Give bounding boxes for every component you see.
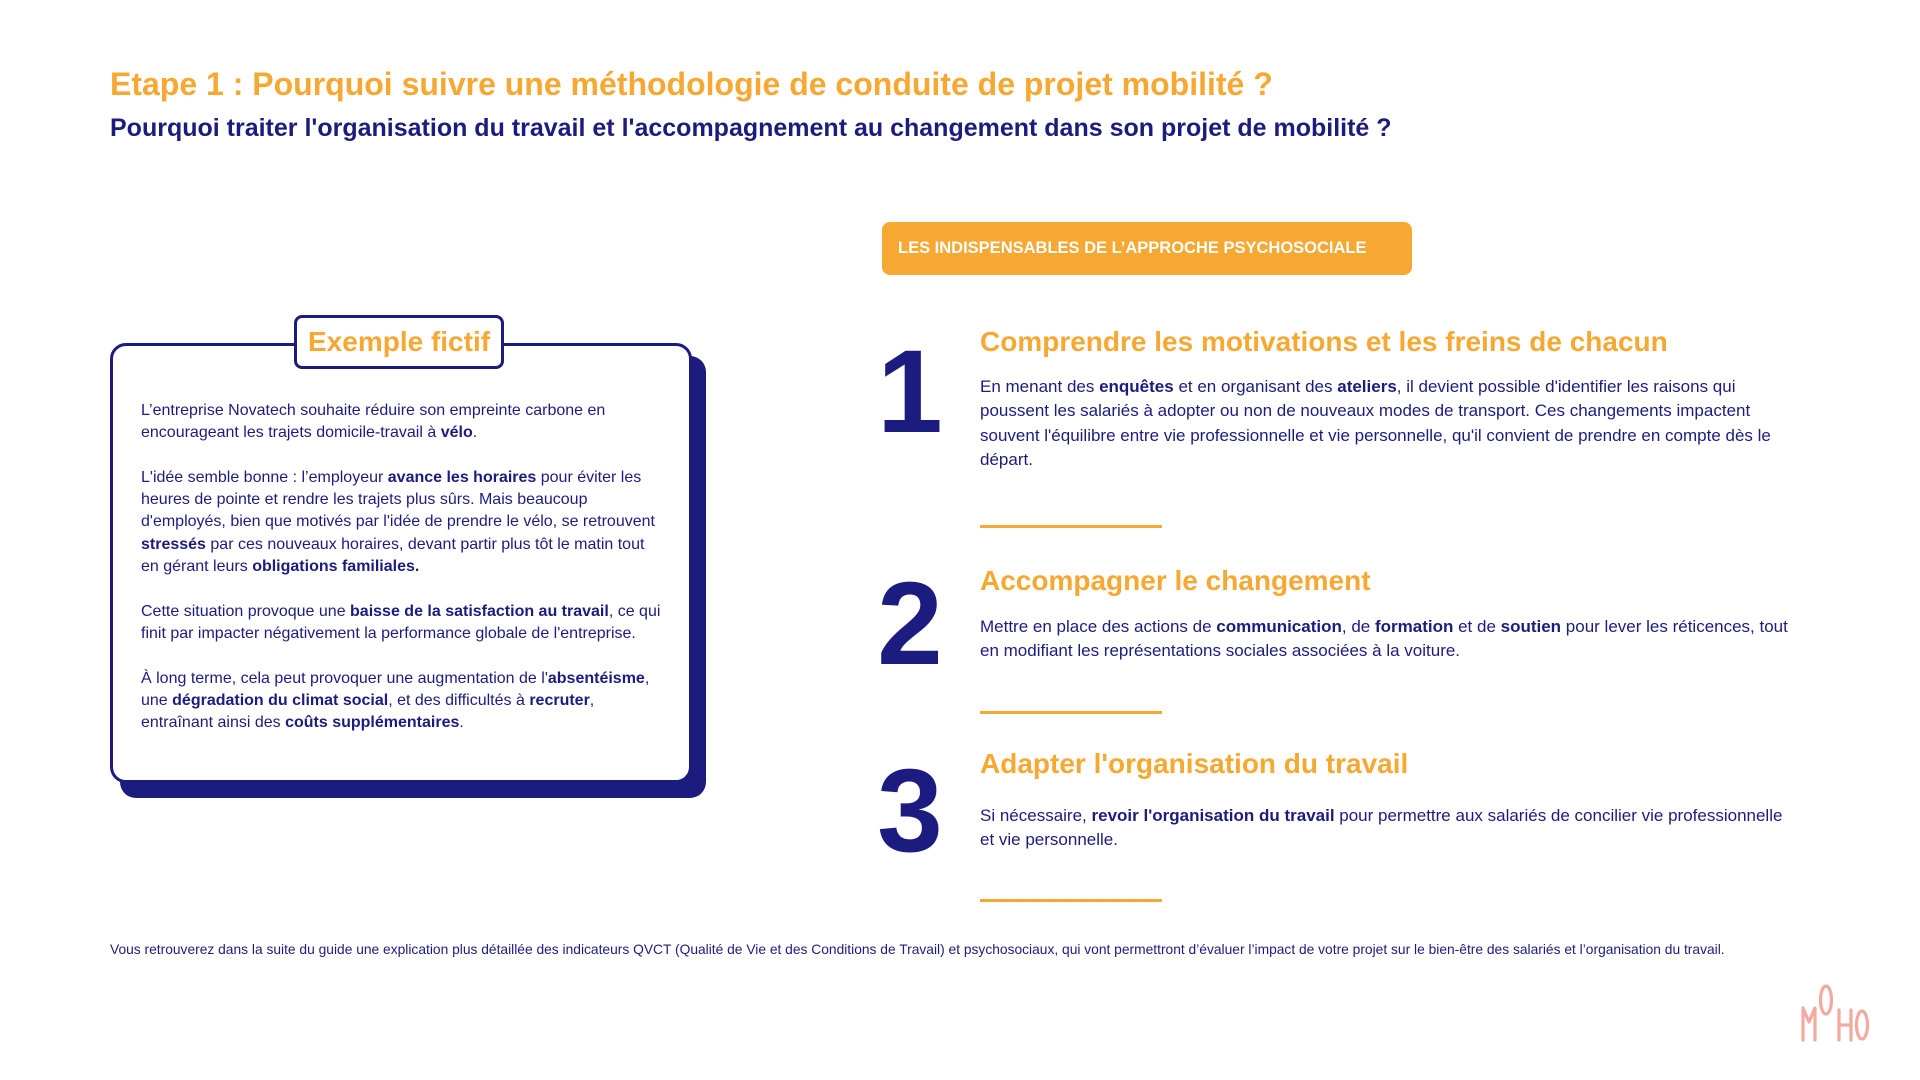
emphasis-text: stressés: [141, 535, 206, 553]
example-card-body: [141, 400, 661, 734]
example-paragraph: L'idée semble bonne : l’employeur avance les horaires pour éviter les heures de pointe et rendre les trajets plus sûrs. Mais beaucoup d'employés, bien que motivés par l'idée de prendre le vélo, se retrouvent stressés par ces nouveaux horaires, devant partir plus tôt le matin tout en gérant leurs obligations familiales.: [141, 468, 655, 576]
moho-logo: [1800, 982, 1870, 1042]
example-paragraph: À long terme, cela peut provoquer une augmentation de l'absentéisme, une dégradation du climat social, et des difficultés à recruter, entraînant ainsi des coûts supplémentaires.: [141, 669, 650, 732]
step-number-3: 3: [877, 745, 943, 877]
section-divider: [980, 899, 1162, 902]
step-body-1: En menant des enquêtes et en organisant des ateliers, il devient possible d'identifier les raisons qui poussent les salariés à adopter ou non de nouveaux modes de transport. Ces changements impactent souvent l'équilibre entre vie professionnelle et vie personnelle, qu'il convient de prendre en compte dès le départ.: [980, 377, 1771, 470]
emphasis-text: enquêtes: [1099, 377, 1174, 396]
example-card-title: Exemple fictif: [294, 315, 504, 369]
example-paragraph: L’entreprise Novatech souhaite réduire son empreinte carbone en encourageant les trajets domicile-travail à vélo.: [141, 402, 606, 442]
page-subtitle: Pourquoi traiter l'organisation du travail et l'accompagnement au changement dans son projet de mobilité ?: [110, 114, 1392, 142]
emphasis-text: absentéisme: [547, 669, 645, 687]
emphasis-text: dégradation du climat social: [172, 691, 389, 709]
emphasis-text: obligations familiales.: [252, 558, 420, 576]
emphasis-text: recruter: [529, 691, 590, 709]
emphasis-text: communication: [1216, 617, 1342, 636]
step-title-1: Comprendre les motivations et les freins de chacun: [980, 326, 1668, 357]
step-number-2: 2: [877, 558, 943, 690]
emphasis-text: formation: [1374, 617, 1454, 636]
emphasis-text: coûts supplémentaires: [285, 714, 460, 732]
step-title-3: Adapter l'organisation du travail: [980, 748, 1409, 779]
emphasis-text: ateliers: [1337, 377, 1397, 396]
example-paragraph: Cette situation provoque une baisse de la satisfaction au travail, ce qui finit par impacter négativement la performance globale de l'entreprise.: [141, 602, 661, 642]
emphasis-text: avance les horaires: [387, 468, 537, 486]
emphasis-text: vélo: [440, 424, 473, 442]
step-title-2: Accompagner le changement: [980, 565, 1371, 596]
approach-label-badge: LES INDISPENSABLES DE L’APPROCHE PSYCHOSOCIALE: [882, 222, 1412, 275]
step-body-3: Si nécessaire, revoir l'organisation du travail pour permettre aux salariés de concilier vie professionnelle et vie personnelle.: [980, 806, 1783, 850]
step-number-1: 1: [877, 326, 943, 458]
section-divider: [980, 711, 1162, 714]
footnote: Vous retrouverez dans la suite du guide une explication plus détaillée des indicateurs QVCT (Qualité de Vie et des Conditions de Travail) et psychosociaux, qui vont permettront d’évaluer l’impact de votre projet sur le bien-être des salariés et l’organisation du travail.: [110, 942, 1725, 957]
step-body-2: Mettre en place des actions de communication, de formation et de soutien pour lever les réticences, tout en modifiant les représentations sociales associées à la voiture.: [980, 617, 1788, 661]
emphasis-text: soutien: [1500, 617, 1562, 636]
page-title: Etape 1 : Pourquoi suivre une méthodologie de conduite de projet mobilité ?: [110, 66, 1273, 102]
section-divider: [980, 525, 1162, 528]
emphasis-text: revoir l'organisation du travail: [1091, 806, 1335, 825]
emphasis-text: baisse de la satisfaction au travail: [350, 602, 609, 620]
